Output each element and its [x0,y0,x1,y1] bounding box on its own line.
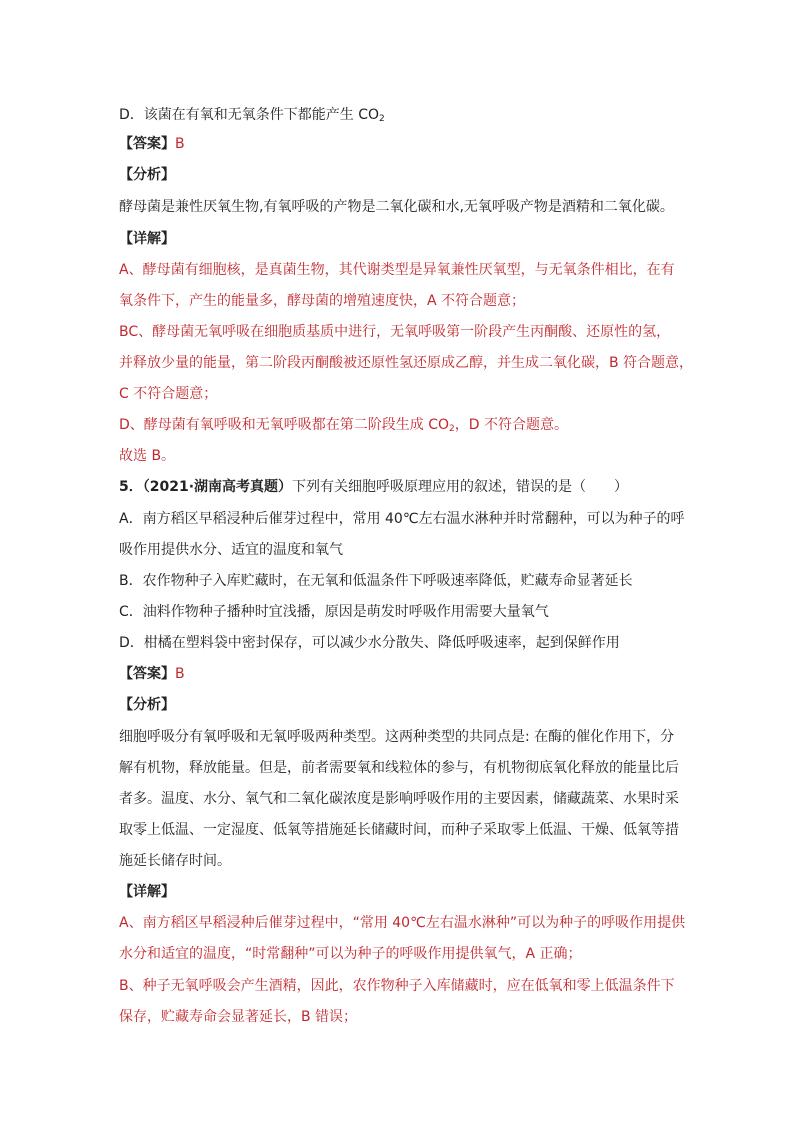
q4-detail-a-line1: A、酵母菌有细胞核，是真菌生物，其代谢类型是异氧兼性厌氧型，与无氧条件相比，在有 [119,262,675,278]
q4-detail-bc-line2: 并释放少量的能量，第二阶段丙酮酸被还原性氢还原成乙醇，并生成二氧化碳，B 符合题意， [119,355,694,371]
q5-option-a-line2: 吸作用提供水分、适宜的温度和氧气 [119,542,343,558]
q5-option-b: B．农作物种子入库贮藏时，在无氧和低温条件下呼吸速率降低，贮藏寿命显著延长 [119,573,633,589]
q5-analysis-line3: 者多。温度、水分、氧气和二氧化碳浓度是影响呼吸作用的主要因素，储藏蔬菜、水果时采 [119,791,679,807]
q4-analysis-text: 酵母菌是兼性厌氧生物,有氧呼吸的产物是二氧化碳和水,无氧呼吸产物是酒精和二氧化碳。 [119,199,674,215]
q4-detail-a-line2: 氧条件下，产生的能量多，酵母菌的增殖速度快，A 不符合题意； [119,293,526,309]
q5-analysis-line4: 取零上低温、一定湿度、低氧等措施延长储藏时间，而种子采取零上低温、干燥、低氧等措 [119,822,679,838]
q5-option-a-line1: A．南方稻区早稻浸种后催芽过程中，常用 40℃左右温水淋种并时常翻种，可以为种子的呼 [119,511,685,527]
q5-analysis-label: 【分析】 [119,697,175,713]
q4-detail-bc-line3: C 不符合题意； [119,386,218,402]
q5-detail-b-line1: B、种子无氧呼吸会产生酒精，因此，农作物种子入库储藏时，应在低氧和零上低温条件下 [119,978,675,994]
q4-detail-d: D、酵母菌有氧呼吸和无氧呼吸都在第二阶段生成 $CO_2$，D 不符合题意。 [119,417,568,434]
q5-option-d: D．柑橘在塑料袋中密封保存，可以减少水分散失、降低呼吸速率，起到保鲜作用 [119,635,620,651]
q5-analysis-line5: 施延长储存时间。 [119,853,231,869]
q4-conclusion: 故选 B。 [119,448,176,464]
q5-detail-a-line2: 水分和适宜的温度，“时常翻种”可以为种子的呼吸作用提供氧气，A 正确； [119,946,582,962]
q5-detail-label: 【详解】 [119,884,175,900]
q4-option-d: D．该菌在有氧和无氧条件下都能产生 $CO_2$ [119,107,385,124]
q4-answer: 【答案】B [119,136,185,152]
q4-detail-bc-line1: BC、酵母菌无氧呼吸在细胞质基质中进行，无氧呼吸第一阶段产生丙酮酸、还原性的氢， [119,324,671,340]
q5-analysis-line2: 解有机物，释放能量。但是，前者需要氧和线粒体的参与，有机物彻底氧化释放的能量比后 [119,760,679,776]
q5-stem: 5．（2021·湖南高考真题）下列有关细胞呼吸原理应用的叙述，错误的是（ ） [119,479,629,495]
q5-option-c: C．油料作物种子播种时宜浅播，原因是萌发时呼吸作用需要大量氧气 [119,604,549,620]
q5-answer: 【答案】B [119,666,185,682]
q5-analysis-line1: 细胞呼吸分有氧呼吸和无氧呼吸两种类型。这两种类型的共同点是: 在酶的催化作用下，分 [119,729,675,745]
q4-analysis-label: 【分析】 [119,167,175,183]
q4-detail-label: 【详解】 [119,231,175,247]
q5-detail-a-line1: A、南方稻区早稻浸种后催芽过程中，“常用 40℃左右温水淋种”可以为种子的呼吸作用提供 [119,915,686,931]
q5-detail-b-line2: 保存，贮藏寿命会显著延长，B 错误； [119,1009,358,1025]
